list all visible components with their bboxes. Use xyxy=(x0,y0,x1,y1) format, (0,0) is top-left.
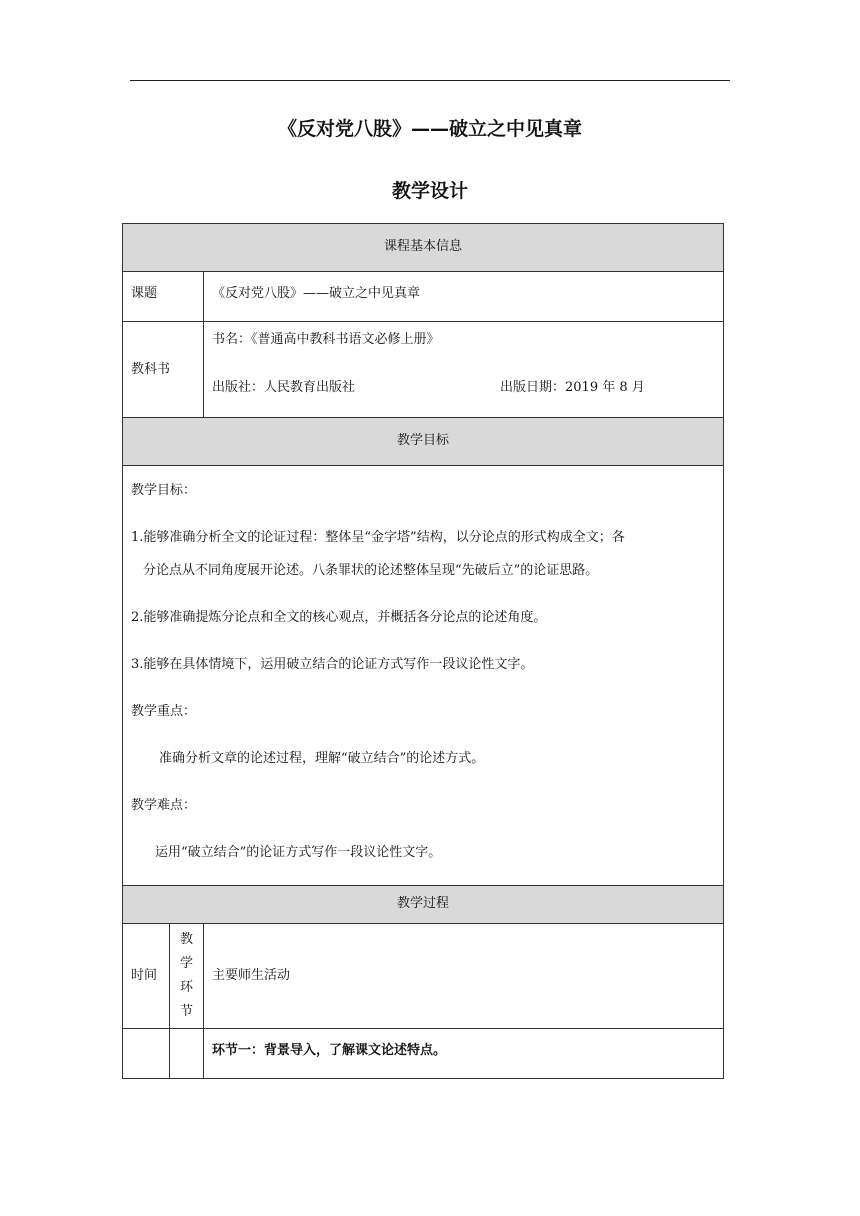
section-header-goals xyxy=(123,418,724,466)
section-header-process xyxy=(123,886,724,924)
label-text: 课题 xyxy=(131,286,158,301)
step-1-activity xyxy=(204,1029,724,1079)
stage-char: 学 xyxy=(179,956,193,971)
stage-char: 环 xyxy=(179,980,193,995)
goal-2: 2.能够准确提炼分论点和全文的核心观点，并概括各分论点的论述角度。 xyxy=(131,610,547,625)
key-point-heading: 教学重点： xyxy=(131,704,197,719)
book-name: 书名：《普通高中教科书语文必修上册》 xyxy=(212,332,440,347)
goal-3: 3.能够在具体情境下，运用破立结合的论证方式写作一段议论性文字。 xyxy=(131,657,534,672)
col-header-stage xyxy=(170,924,204,1029)
publisher-line xyxy=(212,376,723,395)
section-title: 教学目标 xyxy=(397,433,450,448)
section-header-basic-info xyxy=(123,224,724,272)
label-text: 教科书 xyxy=(131,361,171,377)
col-header-time xyxy=(123,924,170,1029)
value-textbook xyxy=(204,322,724,418)
header-text: 时间 xyxy=(131,968,158,983)
row-process-header xyxy=(123,924,724,1029)
row-topic xyxy=(123,272,724,322)
row-goals-content xyxy=(123,466,724,886)
goals-content xyxy=(123,466,724,886)
difficulty-heading: 教学难点： xyxy=(131,798,197,813)
row-step-1 xyxy=(123,1029,724,1079)
value-topic xyxy=(204,272,724,322)
key-point-text: 准确分析文章的论述过程，理解“破立结合”的论述方式。 xyxy=(159,751,485,766)
row-textbook xyxy=(123,322,724,418)
lesson-plan-table xyxy=(122,223,724,1079)
section-row-basic-info xyxy=(123,224,724,272)
col-header-activity xyxy=(204,924,724,1029)
header-rule xyxy=(130,80,730,81)
document-subtitle: 教学设计 xyxy=(391,180,468,202)
goal-1-line-1: 1.能够准确分析全文的论证过程：整体呈“金字塔”结构，以分论点的形式构成全文；各 xyxy=(131,530,625,545)
difficulty-text: 运用“破立结合”的论证方式写作一段议论性文字。 xyxy=(155,845,442,860)
document-title: 《反对党八股》——破立之中见真章 xyxy=(277,118,582,140)
label-textbook xyxy=(123,322,204,418)
section-title: 课程基本信息 xyxy=(384,239,463,254)
label-topic xyxy=(123,272,204,322)
step-1-stage xyxy=(170,1029,204,1079)
stage-char: 节 xyxy=(179,1004,193,1019)
header-text: 主要师生活动 xyxy=(212,968,291,983)
section-row-process xyxy=(123,886,724,924)
publisher: 出版社：人民教育出版社 xyxy=(212,380,356,395)
section-title: 教学过程 xyxy=(397,896,450,911)
goals-heading: 教学目标： xyxy=(131,483,197,498)
publish-date: 出版日期：2019 年 8 月 xyxy=(500,380,645,395)
step-1-time xyxy=(123,1029,170,1079)
section-row-goals xyxy=(123,418,724,466)
value-text: 《反对党八股》——破立之中见真章 xyxy=(212,286,421,301)
step-title: 环节一：背景导入，了解课文论述特点。 xyxy=(212,1043,447,1058)
goal-1-line-2: 分论点从不同角度展开论述。八条罪状的论述整体呈现“先破后立”的论证思路。 xyxy=(143,563,599,578)
stage-char: 教 xyxy=(179,932,193,947)
